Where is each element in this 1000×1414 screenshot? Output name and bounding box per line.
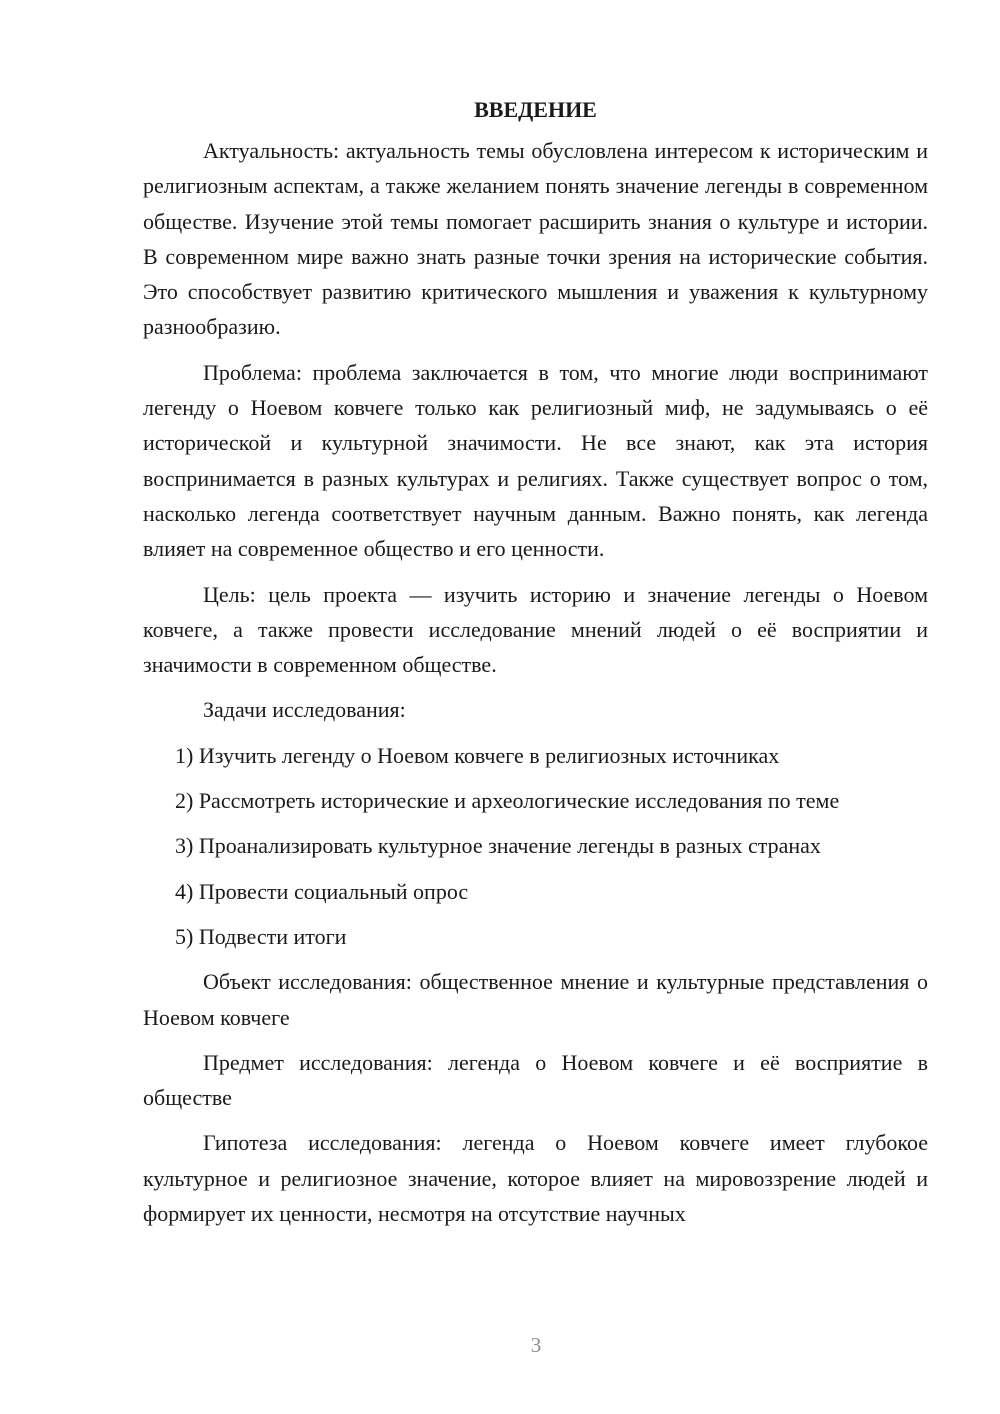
problem-paragraph: Проблема: проблема заключается в том, что многие люди воспринимают легенду о Ноевом ковчеге только как религиозный миф, не задумываясь о её исторической и культурной значимости. Не все знают, как эта история воспринимается в разных культурах и религиях. Также существует вопрос о том, насколько легенда соответствует научным данным. Важно понять, как легенда влияет на современное общество и его ценности. <box>143 359 928 562</box>
section-heading: ВВЕДЕНИЕ <box>474 97 597 122</box>
page-content <box>143 92 928 1231</box>
tasks-heading: Задачи исследования: <box>203 697 406 723</box>
task-item-1: 1) Изучить легенду о Ноевом ковчеге в религиозных источниках <box>175 742 780 768</box>
relevance-paragraph: Актуальность: актуальность темы обусловлена интересом к историческим и религиозным аспектам, а также желанием понять значение легенды в современном обществе. Изучение этой темы помогает расширить знания о культуре и истории. В современном мире важно знать разные точки зрения на исторические события. Это способствует развитию критического мышления и уважения к культурному разнообразию. <box>143 138 928 340</box>
goal-paragraph: Цель: цель проекта — изучить историю и значение легенды о Ноевом ковчеге, а также провести исследование мнений людей о её восприятии и значимости в современном обществе. <box>143 581 928 678</box>
task-item-5: 5) Подвести итоги <box>175 923 347 949</box>
hypothesis-paragraph: Гипотеза исследования: легенда о Ноевом ковчеге имеет глубокое культурное и религиозное значение, которое влияет на мировоззрение людей и формирует их ценности, несмотря на отсутствие научных <box>143 1130 928 1227</box>
object-paragraph: Объект исследования: общественное мнение и культурные представления о Ноевом ковчеге <box>143 969 928 1030</box>
subject-paragraph: Предмет исследования: легенда о Ноевом ковчеге и её восприятие в обществе <box>143 1049 928 1111</box>
task-item-3: 3) Проанализировать культурное значение легенды в разных странах <box>175 833 821 859</box>
page-number: 3 <box>530 1333 542 1357</box>
task-item-4: 4) Провести социальный опрос <box>175 878 469 904</box>
task-item-2: 2) Рассмотреть исторические и археологические исследования по теме <box>175 788 840 814</box>
